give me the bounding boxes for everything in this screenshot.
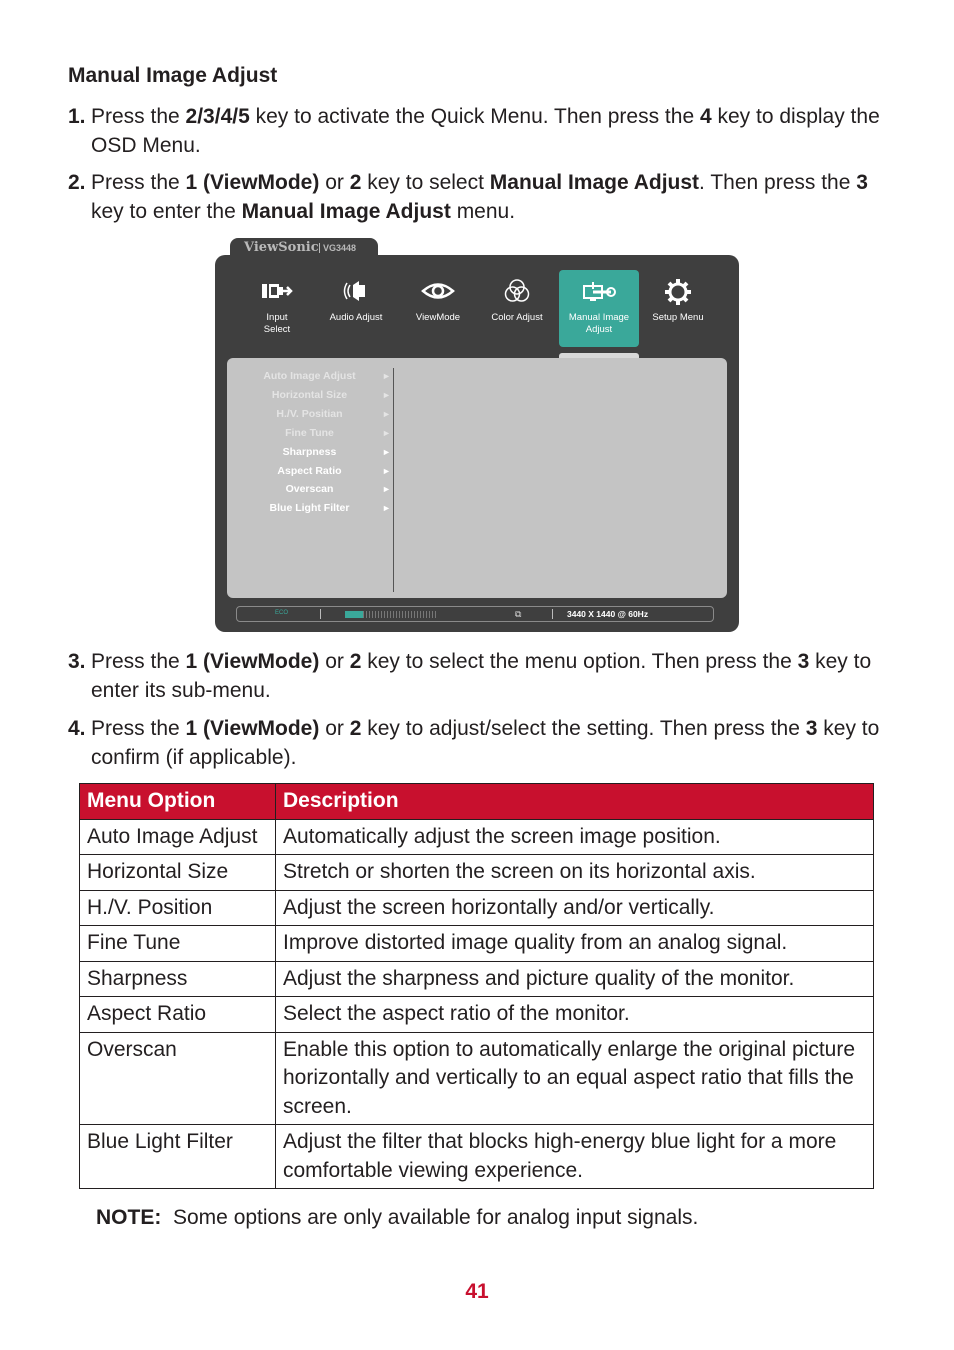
osd-menu-color-adjust[interactable] (477, 270, 557, 347)
submenu-item[interactable] (232, 406, 391, 424)
osd-menu-audio-adjust[interactable] (316, 270, 396, 347)
step-text-run: key to display the OSD Menu. (91, 105, 880, 157)
menu-label: Manual Image Adjust (568, 312, 630, 335)
menu-option-cell: Fine Tune (80, 926, 276, 962)
submenu-item-label: Auto Image Adjust (263, 370, 356, 382)
step-text-bold: 3 (856, 171, 868, 194)
step-number: 1. (68, 105, 86, 128)
step-text-run: key to enter its sub-menu. (91, 650, 872, 702)
speaker-icon (339, 278, 373, 304)
brightness-bar (345, 611, 437, 618)
eye-icon (421, 278, 455, 304)
color-circles-icon (500, 278, 534, 304)
menu-label: Audio Adjust (329, 312, 383, 323)
step-text (68, 168, 898, 226)
menu-label: Input Select (263, 312, 291, 335)
submenu-item-label: Horizontal Size (271, 388, 348, 401)
step-text-bold: 4 (699, 105, 712, 128)
description-cell: Adjust the filter that blocks high-energy blue light for a more comfortable viewing experience. (276, 1125, 874, 1189)
submenu-item[interactable] (232, 481, 391, 499)
step-text-bold: 2 (349, 650, 362, 673)
arrow-right-icon: ► (382, 465, 391, 476)
description-cell: Adjust the sharpness and picture quality of the monitor. (276, 961, 874, 997)
submenu-item-label: Fine Tune (285, 426, 334, 439)
menu-option-cell: H./V. Position (80, 890, 276, 926)
osd-menu-setup-menu[interactable] (638, 270, 718, 347)
menu-label: Setup Menu (652, 312, 704, 323)
menu-label: Color Adjust (491, 312, 543, 323)
submenu-item[interactable] (232, 425, 391, 443)
page-number: 41 (465, 1280, 489, 1303)
submenu-item[interactable] (232, 463, 391, 481)
step-text-run: Press the (91, 171, 186, 194)
link-icon: ⧉ (515, 609, 522, 619)
step-text-run: or (319, 717, 350, 740)
step-4 (68, 714, 898, 772)
submenu-item[interactable] (232, 368, 391, 386)
submenu-item[interactable] (232, 444, 391, 462)
table-row (80, 1032, 874, 1125)
step-text (68, 714, 898, 772)
arrow-right-icon: ► (382, 427, 391, 438)
table-row (80, 926, 874, 962)
arrow-right-icon: ► (382, 503, 391, 514)
description-cell: Select the aspect ratio of the monitor. (276, 997, 874, 1033)
table-header-cell: Menu Option (80, 784, 276, 820)
step-text-run: or (319, 171, 350, 194)
table-row (80, 1125, 874, 1189)
step-text-bold: 2/3/4/5 (185, 105, 250, 128)
resolution-readout: 3440 X 1440 @ 60Hz (567, 609, 649, 619)
step-text-run: or (319, 650, 350, 673)
step-text-bold: 1 (ViewMode) (185, 171, 320, 194)
status-separator (320, 609, 321, 619)
input-select-icon (260, 278, 294, 304)
step-number: 4. (68, 717, 86, 740)
section-heading: Manual Image Adjust (68, 64, 278, 87)
arrow-right-icon: ► (382, 446, 391, 457)
step-1 (68, 102, 898, 160)
eco-icon: ECO (275, 610, 289, 616)
step-2 (68, 168, 898, 226)
submenu-item-label: Overscan (285, 483, 334, 496)
step-text-bold: 1 (ViewMode) (185, 650, 320, 673)
step-text (68, 102, 898, 160)
submenu-item-label: Aspect Ratio (277, 464, 342, 477)
table-row (80, 961, 874, 997)
submenu-item-label: Blue Light Filter (269, 502, 350, 515)
step-text-run: key to adjust/select the setting. Then press the (361, 717, 806, 740)
submenu-item-label: H./V. Positian (276, 407, 343, 420)
description-cell: Stretch or shorten the screen on its horizontal axis. (276, 855, 874, 891)
note (96, 1206, 698, 1230)
menu-label: ViewMode (415, 312, 461, 323)
wrench-monitor-icon (581, 278, 617, 304)
step-text-bold: 2 (349, 171, 362, 194)
submenu-item-label: Sharpness (282, 445, 337, 458)
model-name: VG3448 (319, 243, 356, 253)
gear-icon (661, 278, 695, 306)
brand-logo: ViewSonic (244, 240, 319, 255)
step-number: 3. (68, 650, 86, 673)
table-row (80, 819, 874, 855)
status-separator (552, 609, 553, 619)
table-header-row (80, 784, 874, 820)
menu-option-cell: Horizontal Size (80, 855, 276, 891)
menu-option-cell: Auto Image Adjust (80, 819, 276, 855)
step-text-bold: 2 (349, 717, 362, 740)
step-text-bold: 1 (ViewMode) (185, 717, 320, 740)
step-text-run: key to select the menu option. Then press the (361, 650, 798, 673)
step-text-bold: Manual Image Adjust (241, 200, 451, 223)
table-row (80, 890, 874, 926)
osd-menu-input-select[interactable] (237, 270, 317, 347)
step-text (68, 647, 898, 705)
brightness-fill (345, 611, 363, 618)
submenu-item[interactable] (232, 387, 391, 405)
menu-option-cell: Aspect Ratio (80, 997, 276, 1033)
menu-option-table (79, 783, 874, 1189)
description-cell: Improve distorted image quality from an analog signal. (276, 926, 874, 962)
step-text-run: key to activate the Quick Menu. Then press the (249, 105, 700, 128)
step-text-run: key to confirm (if applicable). (91, 717, 880, 769)
menu-option-cell: Blue Light Filter (80, 1125, 276, 1189)
note-text: Some options are only available for analog input signals. (173, 1206, 699, 1229)
osd-menu-manual-image-adjust[interactable] (559, 270, 639, 347)
step-text-bold: 3 (797, 650, 810, 673)
step-text-run: Press the (91, 650, 186, 673)
arrow-right-icon: ► (382, 408, 391, 419)
step-text-run: . Then press the (699, 171, 857, 194)
step-text-run: key to select (361, 171, 490, 194)
arrow-right-icon: ► (382, 484, 391, 495)
table-header-cell: Description (276, 784, 874, 820)
table-row (80, 855, 874, 891)
menu-option-cell: Overscan (80, 1032, 276, 1125)
table-row (80, 997, 874, 1033)
osd-menu-viewmode[interactable] (398, 270, 478, 347)
submenu-item[interactable] (232, 500, 391, 518)
description-cell: Enable this option to automatically enlarge the original picture horizontally and vertically to an equal aspect ratio that fills the screen. (276, 1032, 874, 1125)
step-3 (68, 647, 898, 705)
step-text-run: Press the (91, 717, 186, 740)
step-number: 2. (68, 171, 86, 194)
note-label: NOTE: (96, 1206, 162, 1229)
description-cell: Adjust the screen horizontally and/or vertically. (276, 890, 874, 926)
step-text-bold: Manual Image Adjust (489, 171, 700, 194)
arrow-right-icon: ► (382, 371, 391, 381)
menu-option-cell: Sharpness (80, 961, 276, 997)
arrow-right-icon: ► (382, 389, 391, 400)
description-cell: Automatically adjust the screen image position. (276, 819, 874, 855)
step-text-run: menu. (450, 200, 516, 223)
step-text-run: Press the (91, 105, 186, 128)
step-text-bold: 3 (805, 717, 818, 740)
step-text-run: key to enter the (91, 200, 242, 223)
submenu-divider (393, 368, 394, 592)
